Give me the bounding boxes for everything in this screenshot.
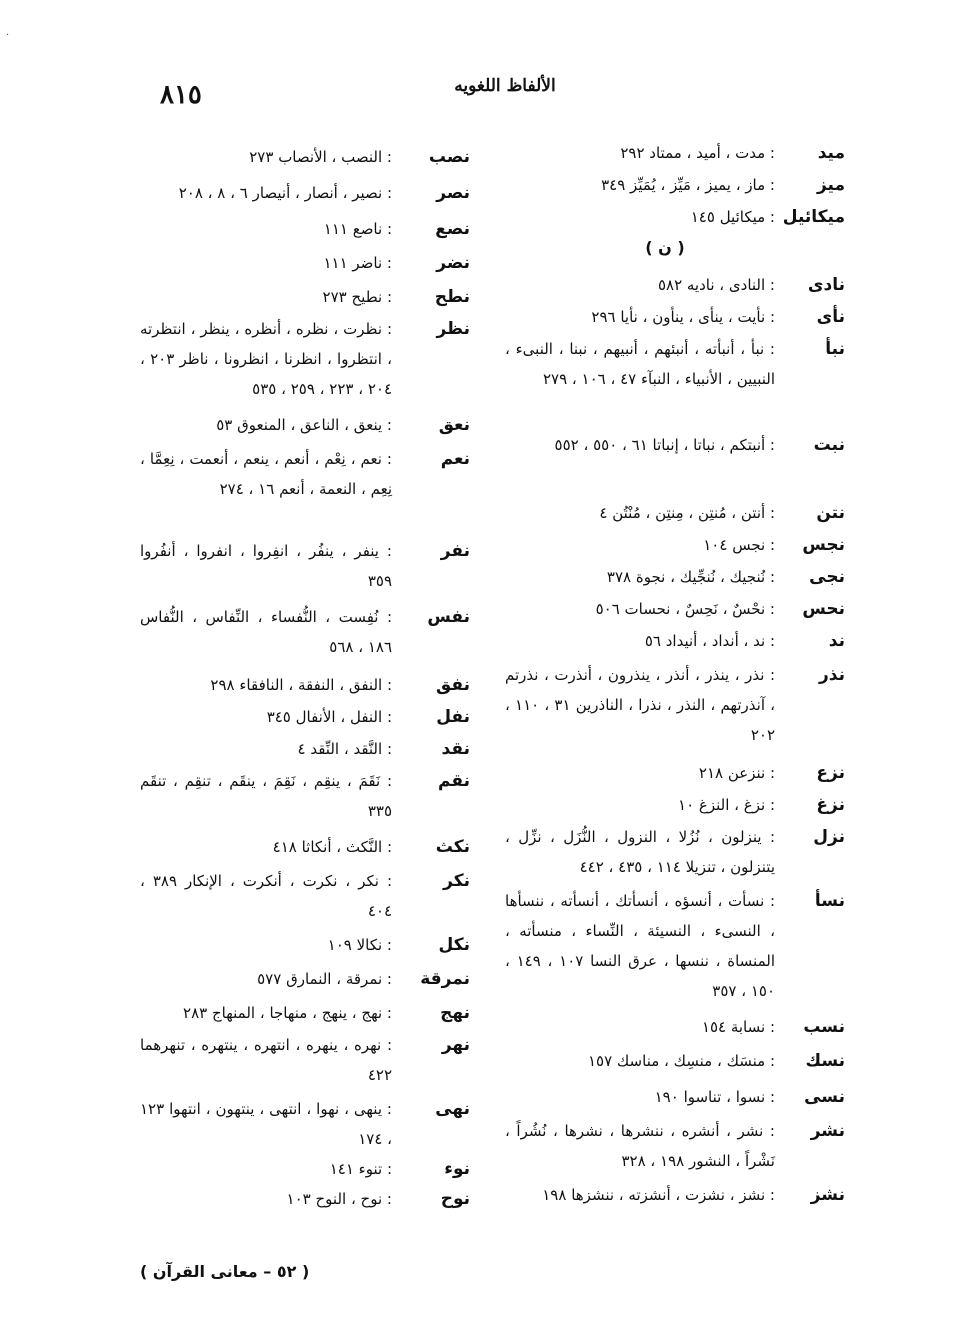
entry-body: : نكر ، نكرت ، أنكرت ، الإنكار ٣٨٩ ، ٤٠٤	[140, 872, 392, 920]
index-entry	[140, 536, 470, 596]
entry-body: : ماز ، يميز ، مَيِّز ، يُمَيِّز ٣٤٩	[601, 176, 775, 194]
index-entry	[140, 832, 470, 862]
index-entry	[140, 766, 470, 826]
entry-body: : تنوء ١٤١	[329, 1160, 392, 1178]
index-entry	[140, 410, 470, 440]
entry-body: : نُفِست ، النُّفساء ، النِّفاس ، النُّفاس ١٨٦ ، ٥٦٨	[140, 608, 392, 656]
entry-root: نوء	[444, 1159, 470, 1179]
entry-body: : نعم ، نِعْم ، أنعم ، ينعم ، أنعمت ، نِعِمَّا ، نِعِم ، النعمة ، أنعم ١٦ ، ٢٧٤	[140, 450, 392, 498]
entry-root: نزل	[813, 827, 845, 847]
entry-body: : أنبتكم ، نباتا ، إنباتا ٦١ ، ٥٥٠ ، ٥٥٢	[554, 436, 775, 454]
entry-body: : ناضر ١١١	[323, 254, 392, 272]
index-entry	[505, 1046, 845, 1076]
entry-body: : نبأ ، أنبأته ، أنبئهم ، أنبيهم ، نبنا ، النبىء ، النبيين ، الأنبياء ، النبآء ٤٧ ، ١٠٦ ، ٢٧٩	[505, 340, 775, 388]
entry-body: : نمرقة ، النمارق ٥٧٧	[257, 970, 392, 988]
entry-body: : ينعق ، الناعق ، المنعوق ٥٣	[216, 416, 392, 434]
index-entry	[505, 626, 845, 656]
entry-body: : نحْسٌ ، نَحِسٌ ، نحسات ٥٠٦	[595, 600, 775, 618]
index-entry	[140, 964, 470, 994]
entry-body: : أنتن ، مُنتِن ، مِنتِن ، مُنْتُن ٤	[599, 504, 775, 522]
entry-body: : النَّكث ، أنكاثا ٤١٨	[272, 838, 392, 856]
entry-root: نتن	[816, 503, 845, 523]
entry-body: : نسوا ، تناسوا ١٩٠	[654, 1088, 775, 1106]
section-letter: ( ن )	[645, 238, 685, 257]
index-entry	[140, 142, 470, 172]
index-entry	[505, 530, 845, 560]
entry-body: : ميكائيل ١٤٥	[690, 208, 775, 226]
scan-mark: ·	[6, 30, 10, 41]
entry-root: نصع	[435, 219, 470, 239]
entry-root: نهر	[441, 1035, 470, 1055]
entry-body: : نذر ، ينذر ، أنذر ، ينذرون ، أنذرت ، نذرتم ، آنذرتهم ، النذر ، نذرا ، الناذرين ٣١ ، ١١٠ ، ٢٠٢	[505, 666, 775, 744]
entry-root: نعم	[440, 449, 470, 469]
entry-body: : النفق ، النفقة ، النافقاء ٢٩٨	[210, 676, 392, 694]
entry-root: ميز	[816, 175, 845, 195]
index-entry	[505, 270, 845, 300]
entry-body: : نسأت ، أنسؤه ، أنسأتك ، أنسأته ، ننسأها ، النسىء ، النسيئة ، النِّساء ، منسأته ، المنساة ، ننسها ، عرق النسا ١٠٧ ، ١٤٩ ، ١٥٠ ، ٣٥٧	[505, 892, 775, 1000]
entry-root: نكل	[438, 935, 470, 955]
page-title: الألفاظ اللغويه	[454, 76, 556, 96]
entry-body: : ينزلون ، نُزُلا ، النزول ، النُّزَل ، نزِّل ، يتنزلون ، تنزيلا ١١٤ ، ٤٣٥ ، ٤٤٢	[505, 828, 775, 876]
entry-root: نصر	[436, 183, 470, 203]
entry-root: نضر	[436, 253, 470, 273]
index-entry	[505, 334, 845, 394]
index-entry	[505, 562, 845, 592]
index-entry	[140, 1184, 470, 1214]
entry-root: نكث	[435, 837, 470, 857]
entry-root: نسك	[805, 1051, 845, 1071]
entry-root: نفق	[436, 675, 470, 695]
entry-root: نجس	[802, 535, 845, 555]
entry-body: : نهج ، ينهج ، منهاجا ، المنهاج ٢٨٣	[183, 1004, 392, 1022]
index-entry	[505, 202, 845, 232]
entry-root: نادى	[807, 275, 845, 295]
entry-root: نهى	[435, 1099, 470, 1119]
entry-root: نجى	[809, 567, 845, 587]
index-entry	[140, 314, 470, 404]
entry-root: نطح	[434, 287, 470, 307]
index-entry	[505, 1180, 845, 1210]
entry-root: ند	[828, 631, 845, 651]
index-entry	[140, 1030, 470, 1090]
entry-root: نقد	[441, 739, 470, 759]
entry-root: نكر	[443, 871, 470, 891]
entry-root: نسى	[804, 1087, 845, 1107]
index-entry	[505, 758, 845, 788]
index-entry	[505, 822, 845, 882]
entry-body: : ننزعن ٢١٨	[698, 764, 775, 782]
index-entry	[140, 248, 470, 278]
entry-root: نسأ	[814, 891, 845, 911]
index-entry	[505, 594, 845, 624]
entry-body: : نشز ، نشزت ، أنشزته ، ننشزها ١٩٨	[542, 1186, 775, 1204]
entry-root: نقم	[438, 771, 470, 791]
entry-root: نمرقة	[420, 969, 470, 989]
entry-root: ميكائيل	[782, 207, 845, 227]
index-entry	[140, 930, 470, 960]
entry-body: : منسَك ، منسِك ، مناسك ١٥٧	[587, 1052, 775, 1070]
index-entry	[140, 1094, 470, 1154]
entry-root: نشز	[810, 1185, 845, 1205]
entry-root: نفل	[436, 707, 470, 727]
entry-body: : نظرت ، نظره ، أنظره ، ينظر ، انتظرته ، انتظروا ، انظرنا ، انظرونا ، ناظر ٢٠٣ ، ٢٠٤ ، ٢٢٣ ، ٢٥٩ ، ٥٣٥	[140, 320, 392, 398]
entry-body: : النفل ، الأنفال ٣٤٥	[266, 708, 392, 726]
entry-root: نبأ	[825, 339, 845, 359]
entry-body: : النَّقد ، النِّقد ٤	[297, 740, 392, 758]
page-footer: ( ٥٢ – معانى القرآن )	[140, 1262, 310, 1281]
index-entry	[505, 1116, 845, 1176]
entry-body: : ناصع ١١١	[323, 220, 392, 238]
index-entry	[505, 1082, 845, 1112]
index-entry	[140, 998, 470, 1028]
index-entry	[505, 170, 845, 200]
entry-body: : نصير ، أنصار ، أنيصار ٦ ، ٨ ، ٢٠٨	[178, 184, 392, 202]
entry-root: نعق	[438, 415, 470, 435]
entry-root: نبت	[813, 435, 845, 455]
entry-body: : نَقَمَ ، ينقِم ، نَقِمَ ، ينقَم ، تنقِم ، تنقَم ٣٣٥	[140, 772, 392, 820]
index-entry	[505, 1012, 845, 1042]
entry-body: : نأيت ، ينأى ، ينأون ، نأيا ٢٩٦	[591, 308, 775, 326]
entry-body: : نكالا ١٠٩	[327, 936, 392, 954]
entry-body: : ند ، أنداد ، أنيداد ٥٦	[644, 632, 775, 650]
entry-body: : مدت ، أميد ، ممتاد ٢٩٢	[620, 144, 775, 162]
index-entry	[505, 138, 845, 168]
entry-root: نزغ	[816, 795, 845, 815]
entry-root: نصب	[428, 147, 470, 167]
entry-body: : نجس ١٠٤	[703, 536, 775, 554]
index-entry	[140, 1154, 470, 1184]
entry-root: نفر	[440, 541, 470, 561]
page-number: ٨١٥	[160, 80, 202, 110]
index-entry	[140, 866, 470, 926]
index-entry	[140, 214, 470, 244]
entry-body: : ينهى ، نهوا ، انتهى ، ينتهون ، انتهوا ١٢٣ ، ١٧٤	[140, 1100, 392, 1148]
entry-body: : نشر ، أنشره ، ننشرها ، نشرها ، نُشُراً ، نَشْراً ، النشور ١٩٨ ، ٣٢٨	[505, 1122, 775, 1170]
index-entry	[505, 886, 845, 1006]
index-entry	[140, 282, 470, 312]
entry-body: : نُنجيك ، نُنجِّيك ، نجوة ٣٧٨	[606, 568, 775, 586]
index-entry	[505, 302, 845, 332]
entry-body: : نوح ، النوح ١٠٣	[286, 1190, 392, 1208]
entry-body: : النادى ، ناديه ٥٨٢	[657, 276, 775, 294]
entry-root: نهج	[440, 1003, 470, 1023]
page-header	[160, 76, 850, 116]
entry-body: : النصب ، الأنصاب ٢٧٣	[249, 148, 392, 166]
index-entry	[505, 498, 845, 528]
index-entry	[140, 670, 470, 700]
entry-body: : نطيح ٢٧٣	[322, 288, 392, 306]
entry-root: نذر	[819, 665, 845, 685]
entry-body: : نسابة ١٥٤	[701, 1018, 775, 1036]
entry-body: : نزغ ، النزغ ١٠	[678, 796, 775, 814]
entry-root: نزع	[816, 763, 845, 783]
index-entry	[505, 790, 845, 820]
index-entry	[140, 178, 470, 208]
entry-root: نفس	[427, 607, 470, 627]
entry-root: نأى	[816, 307, 845, 327]
index-entry	[505, 430, 845, 460]
entry-root: نشر	[810, 1121, 845, 1141]
entry-body: : ينفر ، ينفُر ، انفِروا ، انفروا ، أنفُروا ٣٥٩	[140, 542, 392, 590]
index-entry	[505, 660, 845, 750]
index-entry	[140, 702, 470, 732]
entry-root: نوح	[440, 1189, 470, 1209]
index-entry	[140, 444, 470, 504]
entry-root: نسب	[803, 1017, 845, 1037]
index-entry	[140, 602, 470, 662]
index-entry	[140, 734, 470, 764]
entry-root: ميد	[817, 143, 845, 163]
entry-root: نحس	[802, 599, 845, 619]
entry-root: نظر	[436, 319, 470, 339]
entry-body: : نهره ، ينهره ، انتهره ، ينتهره ، تنهرهما ٤٢٢	[140, 1036, 392, 1084]
